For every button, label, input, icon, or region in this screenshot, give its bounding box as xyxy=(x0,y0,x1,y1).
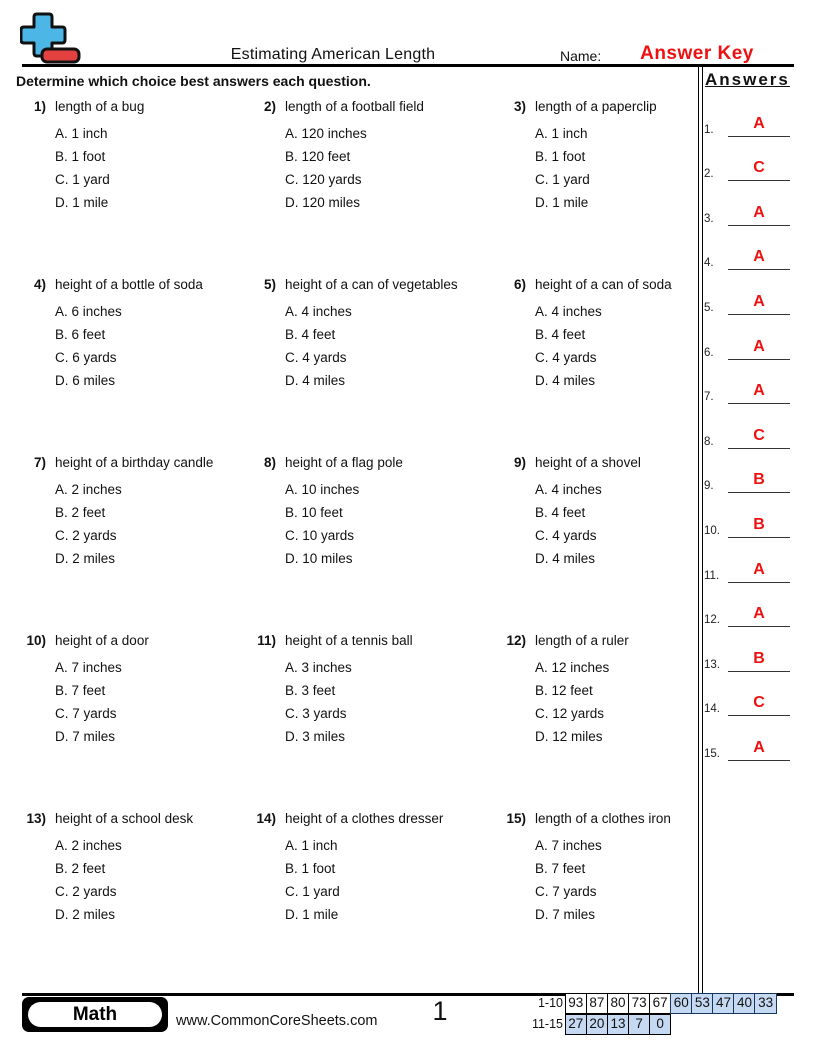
choice: D. 1 mile xyxy=(285,907,339,922)
score-cell: 93 xyxy=(565,993,588,1014)
score-cell: 67 xyxy=(649,993,672,1014)
answer-number: 8. xyxy=(704,435,714,448)
choice-list xyxy=(535,834,698,926)
answer-item xyxy=(704,538,804,583)
question-header xyxy=(502,455,698,470)
question-prompt: height of a shovel xyxy=(535,455,641,470)
question-header xyxy=(252,277,502,292)
answer-item xyxy=(704,315,804,360)
choice: A. 120 inches xyxy=(285,126,367,141)
choice: A. 6 inches xyxy=(55,304,122,319)
answer-item xyxy=(704,583,804,628)
question-header xyxy=(252,811,502,826)
question-number: 7) xyxy=(33,455,46,470)
choice: C. 2 yards xyxy=(55,528,117,543)
answer-number: 12. xyxy=(704,614,720,627)
choice: D. 4 miles xyxy=(535,373,596,388)
choice: D. 1 mile xyxy=(535,195,589,210)
question-number: 6) xyxy=(513,277,526,292)
choice: A. 2 inches xyxy=(55,482,122,497)
choice: B. 1 foot xyxy=(285,861,336,876)
choice: C. 1 yard xyxy=(535,172,590,187)
answer-number: 3. xyxy=(704,212,714,225)
question-number: 12) xyxy=(506,633,526,648)
score-cell: 7 xyxy=(628,1014,651,1035)
choice: D. 2 miles xyxy=(55,907,116,922)
choice: B. 120 feet xyxy=(285,149,351,164)
score-cell: 40 xyxy=(733,993,756,1014)
choice: D. 4 miles xyxy=(535,551,596,566)
choice: B. 7 feet xyxy=(55,683,106,698)
answer-blank: A xyxy=(728,562,790,583)
answer-blank: B xyxy=(728,517,790,538)
choice: D. 10 miles xyxy=(285,551,353,566)
question-prompt: height of a bottle of soda xyxy=(55,277,203,292)
answers-divider xyxy=(698,66,703,994)
website-url: www.CommonCoreSheets.com xyxy=(176,1013,378,1029)
question-header xyxy=(502,633,698,648)
question xyxy=(22,277,252,455)
choice: B. 10 feet xyxy=(285,505,343,520)
choice: C. 1 yard xyxy=(285,884,340,899)
question xyxy=(252,455,502,633)
answer-item xyxy=(704,404,804,449)
question xyxy=(252,811,502,989)
question-number: 4) xyxy=(33,277,46,292)
question-number: 13) xyxy=(26,811,46,826)
answer-item xyxy=(704,360,804,405)
header-rule xyxy=(22,64,794,67)
question-header xyxy=(252,99,502,114)
answer-number: 11. xyxy=(704,569,720,582)
choice: B. 2 feet xyxy=(55,505,106,520)
choice: C. 7 yards xyxy=(55,706,117,721)
worksheet-title: Estimating American Length xyxy=(230,46,436,63)
score-row xyxy=(527,1014,777,1035)
choice: A. 1 inch xyxy=(285,838,338,853)
answer-blank: A xyxy=(728,383,790,404)
choice-list xyxy=(285,122,502,214)
choice-list xyxy=(55,122,252,214)
choice: C. 4 yards xyxy=(285,350,347,365)
choice: D. 6 miles xyxy=(55,373,116,388)
answer-number: 9. xyxy=(704,480,714,493)
choice: C. 2 yards xyxy=(55,884,117,899)
choice: B. 4 feet xyxy=(535,505,586,520)
choice: A. 12 inches xyxy=(535,660,610,675)
answer-item xyxy=(704,226,804,271)
question-prompt: height of a school desk xyxy=(55,811,194,826)
choice: A. 3 inches xyxy=(285,660,352,675)
question xyxy=(22,633,252,811)
score-cell: 53 xyxy=(691,993,714,1014)
answer-blank: C xyxy=(728,160,790,181)
score-cell: 0 xyxy=(649,1014,672,1035)
question-prompt: length of a clothes iron xyxy=(535,811,671,826)
question-number: 2) xyxy=(263,99,276,114)
answer-number: 4. xyxy=(704,257,714,270)
score-cell: 87 xyxy=(586,993,609,1014)
question xyxy=(22,811,252,989)
score-cell: 13 xyxy=(607,1014,630,1035)
choice-list xyxy=(535,656,698,748)
question xyxy=(22,455,252,633)
choice: B. 3 feet xyxy=(285,683,336,698)
score-cell: 47 xyxy=(712,993,735,1014)
choice: B. 1 foot xyxy=(535,149,586,164)
question-prompt: length of a football field xyxy=(285,99,424,114)
answer-blank: A xyxy=(728,294,790,315)
answer-blank: A xyxy=(728,740,790,761)
answer-blank: A xyxy=(728,339,790,360)
choice: C. 1 yard xyxy=(55,172,110,187)
choice-list xyxy=(55,300,252,392)
answer-blank: A xyxy=(728,606,790,627)
choice: A. 4 inches xyxy=(535,304,602,319)
choice: A. 2 inches xyxy=(55,838,122,853)
answer-item xyxy=(704,449,804,494)
answer-number: 14. xyxy=(704,703,720,716)
choice: B. 6 feet xyxy=(55,327,106,342)
choice: C. 6 yards xyxy=(55,350,117,365)
question-number: 8) xyxy=(263,455,276,470)
choice: D. 4 miles xyxy=(285,373,346,388)
question xyxy=(502,455,698,633)
question-number: 3) xyxy=(513,99,526,114)
choice: B. 7 feet xyxy=(535,861,586,876)
choice-list xyxy=(285,478,502,570)
choice: C. 3 yards xyxy=(285,706,347,721)
choice-list xyxy=(285,656,502,748)
choice: A. 4 inches xyxy=(285,304,352,319)
answers-list xyxy=(704,92,804,761)
question-number: 10) xyxy=(26,633,46,648)
answer-item xyxy=(704,181,804,226)
answer-number: 5. xyxy=(704,301,714,314)
question-prompt: height of a can of soda xyxy=(535,277,672,292)
question-prompt: length of a bug xyxy=(55,99,145,114)
answers-title: Answers xyxy=(705,70,790,89)
answer-number: 1. xyxy=(704,123,714,136)
choice-list xyxy=(55,834,252,926)
question xyxy=(252,277,502,455)
choice: C. 4 yards xyxy=(535,528,597,543)
choice-list xyxy=(285,834,502,926)
question-header xyxy=(22,99,252,114)
choice: B. 4 feet xyxy=(535,327,586,342)
answer-number: 10. xyxy=(704,524,720,537)
score-row xyxy=(527,993,777,1014)
answer-blank: A xyxy=(728,116,790,137)
question-prompt: length of a ruler xyxy=(535,633,629,648)
question xyxy=(22,99,252,277)
question-header xyxy=(22,811,252,826)
questions-grid xyxy=(22,99,698,989)
choice-list xyxy=(55,478,252,570)
question-number: 15) xyxy=(506,811,526,826)
answer-item xyxy=(704,92,804,137)
question xyxy=(502,99,698,277)
question-prompt: height of a clothes dresser xyxy=(285,811,444,826)
answer-number: 6. xyxy=(704,346,714,359)
question-number: 5) xyxy=(263,277,276,292)
answer-blank: B xyxy=(728,472,790,493)
answer-item xyxy=(704,627,804,672)
choice: A. 1 inch xyxy=(55,126,108,141)
answer-number: 13. xyxy=(704,658,720,671)
choice: A. 1 inch xyxy=(535,126,588,141)
score-cell: 27 xyxy=(565,1014,588,1035)
page-number: 1 xyxy=(432,996,448,1026)
answer-item xyxy=(704,270,804,315)
question-number: 11) xyxy=(257,633,276,648)
instructions-text: Determine which choice best answers each question. xyxy=(16,73,371,89)
choice: C. 7 yards xyxy=(535,884,597,899)
question xyxy=(252,99,502,277)
choice: D. 7 miles xyxy=(55,729,116,744)
question-header xyxy=(502,277,698,292)
answer-number: 15. xyxy=(704,747,720,760)
question-header xyxy=(252,633,502,648)
choice: A. 7 inches xyxy=(535,838,602,853)
question-prompt: height of a birthday candle xyxy=(55,455,214,470)
question-header xyxy=(22,455,252,470)
question-header xyxy=(252,455,502,470)
score-cell: 60 xyxy=(670,993,693,1014)
choice-list xyxy=(285,300,502,392)
score-cell: 33 xyxy=(754,993,777,1014)
answer-item xyxy=(704,716,804,761)
choice: D. 2 miles xyxy=(55,551,116,566)
subject-badge xyxy=(22,997,168,1032)
answer-number: 2. xyxy=(704,168,714,181)
score-table xyxy=(527,993,777,1035)
question-prompt: height of a can of vegetables xyxy=(285,277,458,292)
choice: D. 12 miles xyxy=(535,729,603,744)
answer-blank: A xyxy=(728,205,790,226)
question xyxy=(252,633,502,811)
choice: C. 10 yards xyxy=(285,528,355,543)
choice: A. 4 inches xyxy=(535,482,602,497)
score-cell: 20 xyxy=(586,1014,609,1035)
choice: B. 12 feet xyxy=(535,683,593,698)
choice: C. 12 yards xyxy=(535,706,605,721)
question xyxy=(502,633,698,811)
score-range-label: 11-15 xyxy=(531,1017,563,1031)
question-prompt: length of a paperclip xyxy=(535,99,657,114)
score-range-label: 1-10 xyxy=(537,996,563,1010)
question xyxy=(502,277,698,455)
question-number: 1) xyxy=(33,99,46,114)
answer-number: 7. xyxy=(704,391,714,404)
question-number: 14) xyxy=(256,811,276,826)
choice: B. 2 feet xyxy=(55,861,106,876)
choice: C. 120 yards xyxy=(285,172,362,187)
question-number: 9) xyxy=(513,455,526,470)
question-prompt: height of a flag pole xyxy=(285,455,403,470)
choice: D. 7 miles xyxy=(535,907,596,922)
choice: A. 7 inches xyxy=(55,660,122,675)
choice: D. 3 miles xyxy=(285,729,346,744)
choice: D. 120 miles xyxy=(285,195,361,210)
name-label: Name: xyxy=(560,48,602,64)
question-prompt: height of a door xyxy=(55,633,149,648)
score-cell: 73 xyxy=(628,993,651,1014)
choice-list xyxy=(535,478,698,570)
answer-blank: A xyxy=(728,249,790,270)
subject-badge-label: Math xyxy=(28,1002,162,1027)
question-header xyxy=(502,99,698,114)
question-header xyxy=(22,633,252,648)
answer-blank: C xyxy=(728,695,790,716)
answer-item xyxy=(704,493,804,538)
choice: D. 1 mile xyxy=(55,195,109,210)
score-cell: 80 xyxy=(607,993,630,1014)
choice-list xyxy=(535,300,698,392)
answer-key-value: Answer Key xyxy=(640,43,754,64)
answer-item xyxy=(704,672,804,717)
choice: A. 10 inches xyxy=(285,482,360,497)
choice: C. 4 yards xyxy=(535,350,597,365)
question-header xyxy=(22,277,252,292)
question xyxy=(502,811,698,989)
choice-list xyxy=(55,656,252,748)
choice: B. 1 foot xyxy=(55,149,106,164)
choice-list xyxy=(535,122,698,214)
question-prompt: height of a tennis ball xyxy=(285,633,413,648)
answer-blank: C xyxy=(728,428,790,449)
answer-blank: B xyxy=(728,651,790,672)
question-header xyxy=(502,811,698,826)
answer-item xyxy=(704,137,804,182)
choice: B. 4 feet xyxy=(285,327,336,342)
